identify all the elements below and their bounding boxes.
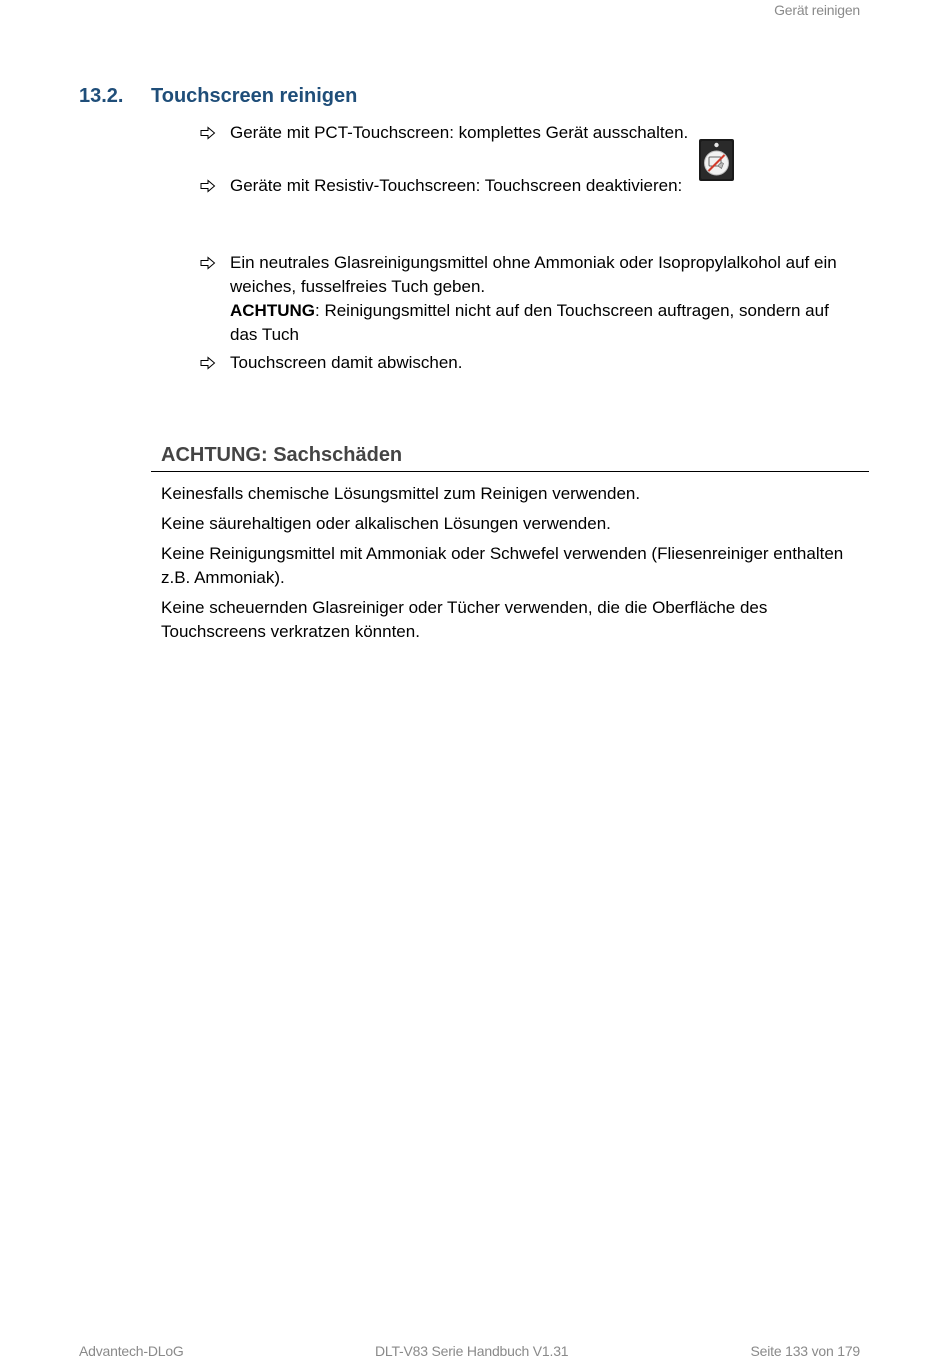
footer-document-title: DLT-V83 Serie Handbuch V1.31 [375,1343,569,1359]
section-heading [79,85,357,108]
note-text: : Reinigungsmittel nicht auf den Touchscreen auftragen, sondern auf das Tuch [230,301,829,344]
warning-title: ACHTUNG: Sachschäden [151,440,869,472]
warning-box [151,440,869,650]
arrow-right-icon [200,179,216,193]
running-header: Gerät reinigen [774,2,860,18]
arrow-right-icon [200,356,216,370]
section-title: Touchscreen reinigen [151,85,358,107]
step-text [230,251,850,347]
warning-body [151,472,869,644]
arrow-right-icon [200,126,216,140]
step-text: Touchscreen damit abwischen. [230,353,463,372]
arrow-right-icon [200,256,216,270]
footer-page-number: Seite 133 von 179 [750,1343,860,1359]
warning-item: Keine säurehaltigen oder alkalischen Lösungen verwenden. [161,514,611,533]
warning-item: Keine scheuernden Glasreiniger oder Tücher verwenden, die die Oberfläche des Touchscreens verkratzen könnten. [161,598,768,641]
warning-item: Keinesfalls chemische Lösungsmittel zum Reinigen verwenden. [161,484,641,503]
note-label: ACHTUNG [230,301,315,320]
step-instruction: Ein neutrales Glasreinigungsmittel ohne Ammoniak oder Isopropylalkohol auf ein weiches, fusselfreies Tuch geben. [230,253,837,296]
touchscreen-disable-icon[interactable] [699,139,734,181]
footer-company: Advantech-DLoG [79,1343,184,1359]
step-text: Geräte mit Resistiv-Touchscreen: Touchscreen deaktivieren: [230,176,683,195]
step-text: Geräte mit PCT-Touchscreen: komplettes Gerät ausschalten. [230,123,689,142]
section-number: 13.2. [79,85,124,107]
step-note [230,299,850,347]
warning-item: Keine Reinigungsmittel mit Ammoniak oder Schwefel verwenden (Fliesenreiniger enthalten z.B. Ammoniak). [161,544,844,587]
